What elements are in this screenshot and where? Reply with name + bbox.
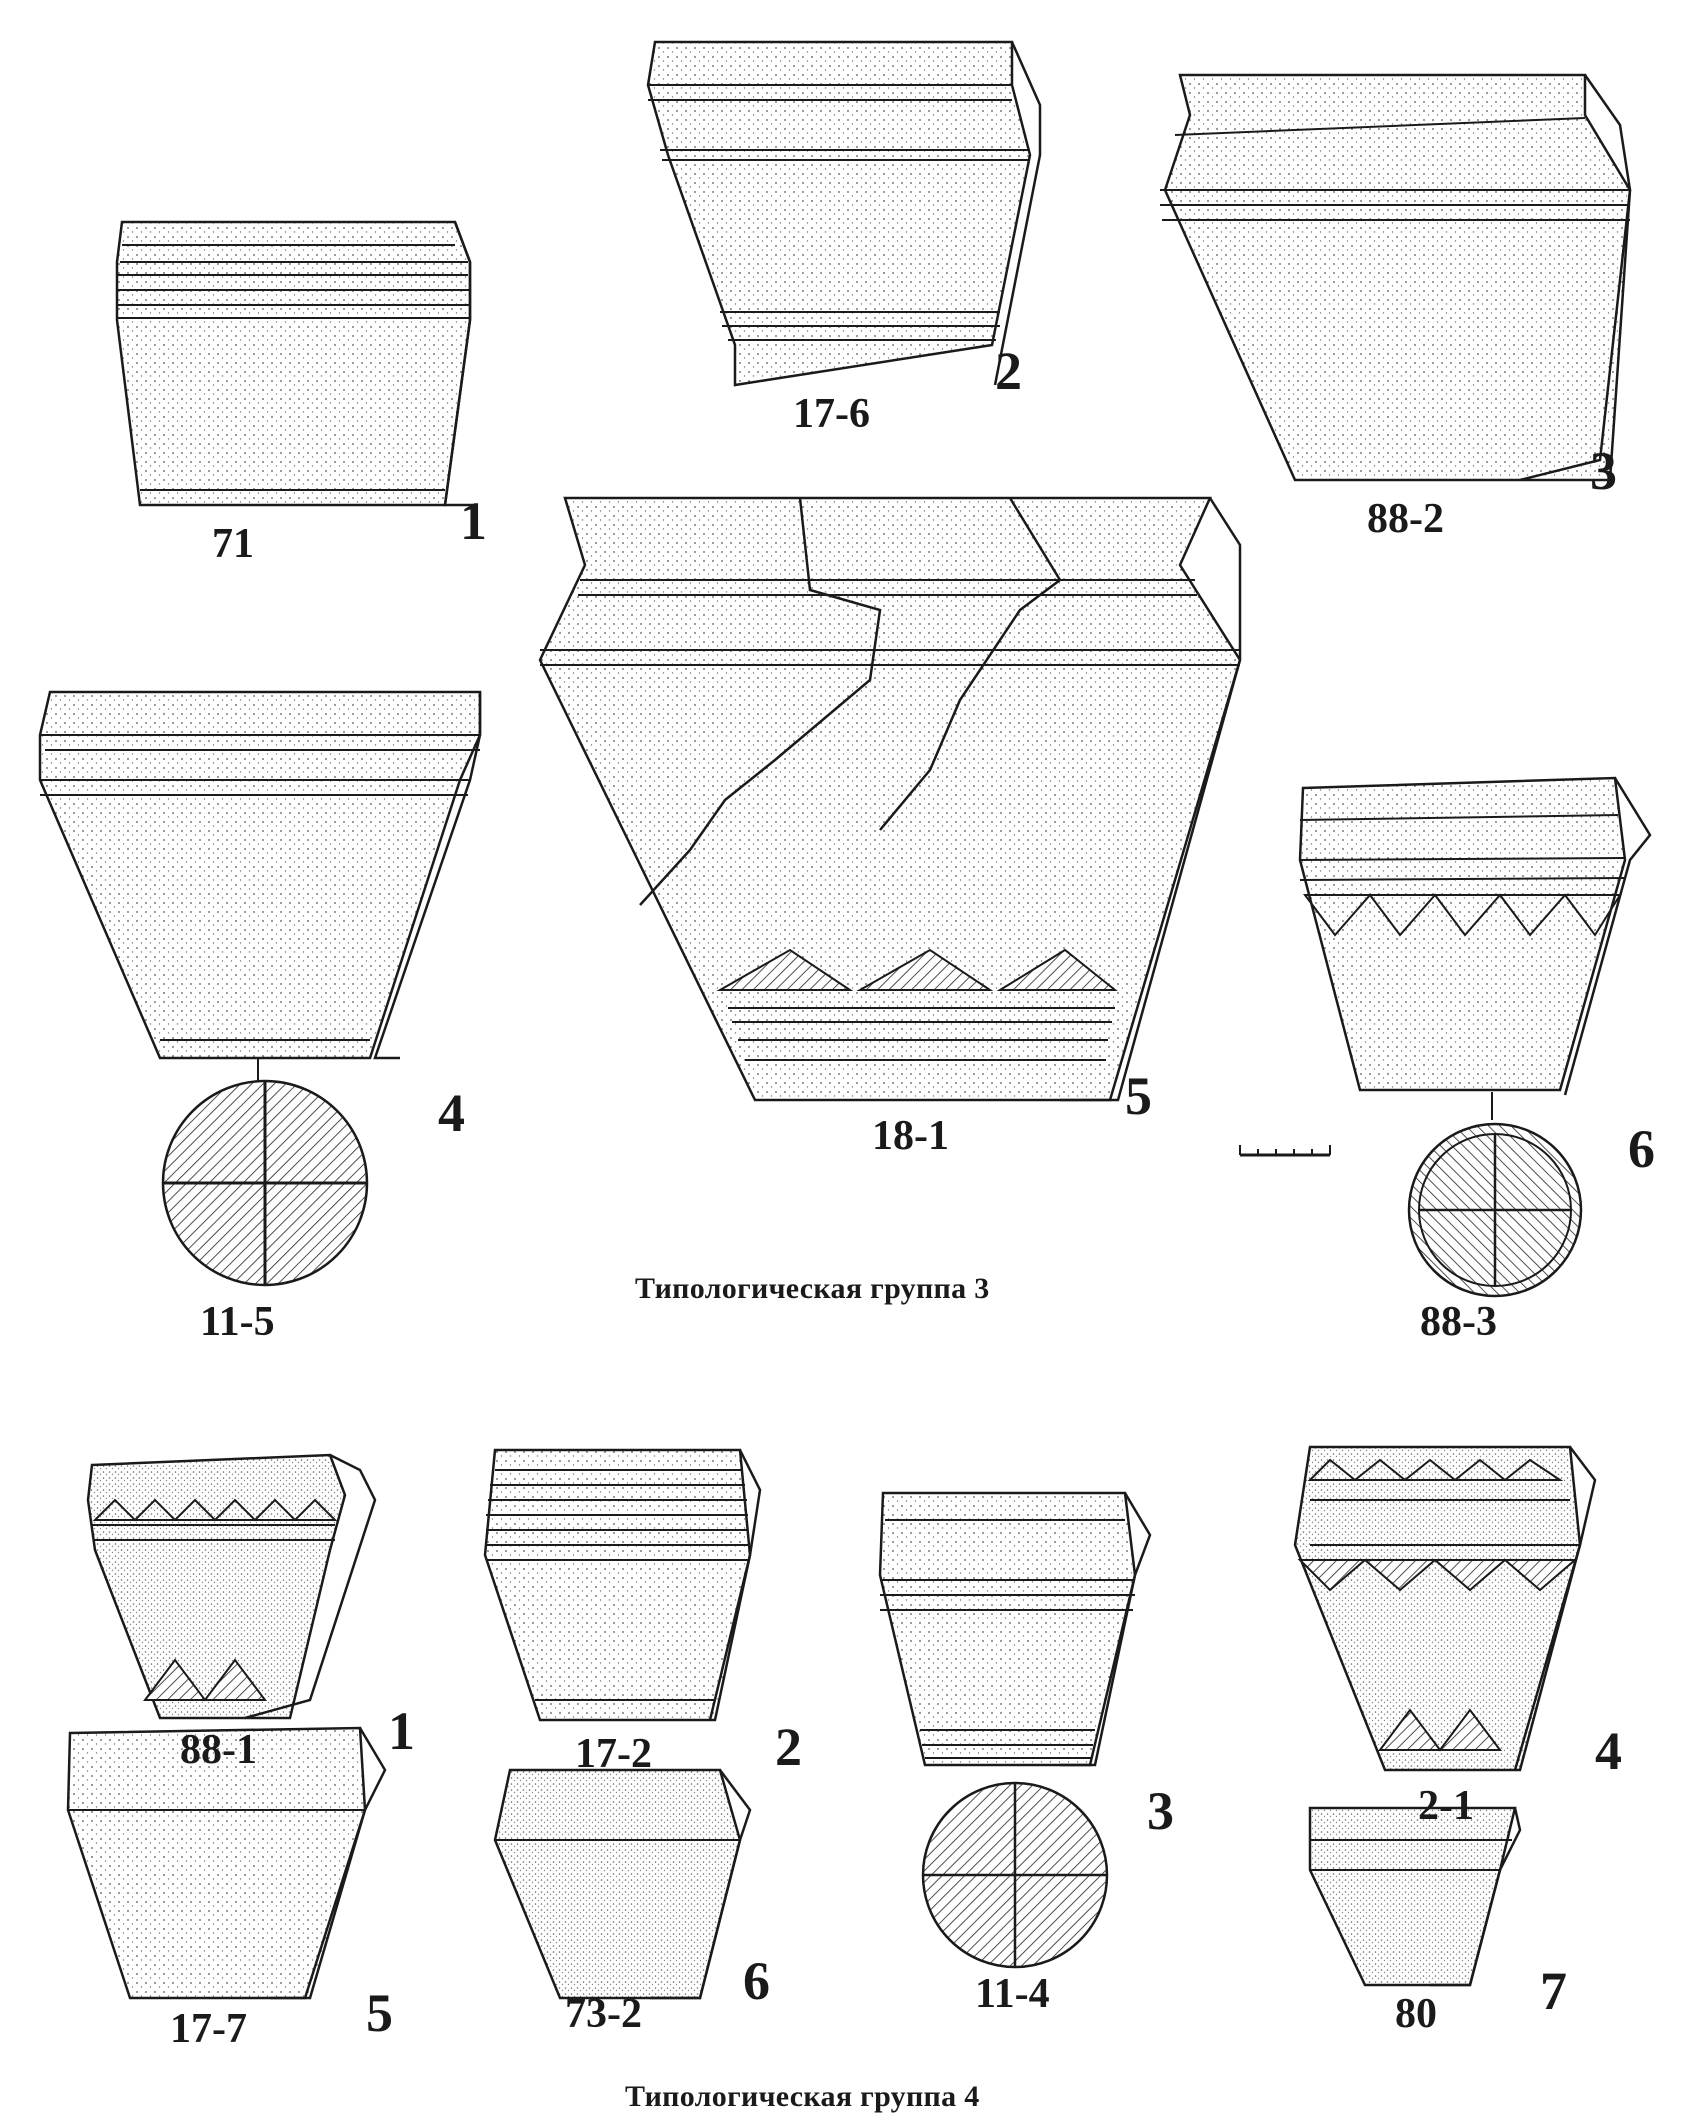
catalog-label-g4-3: 11-4 [975,1971,1050,2017]
vessel-g3-1 [117,222,475,505]
catalog-label-g4-4: 2-1 [1418,1783,1474,1829]
group-3-caption: Типологическая группа 3 [635,1272,990,1305]
figure-number-g4-3: 3 [1147,1781,1174,1841]
vessel-g4-7 [1310,1808,1520,1985]
figure-number-g4-4: 4 [1595,1721,1622,1781]
catalog-label-g4-6: 73-2 [565,1991,642,2037]
base-g3-6 [1409,1124,1581,1296]
vessel-g3-3 [1160,75,1630,480]
figure-number-g4-7: 7 [1540,1961,1567,2021]
vessel-g3-2 [648,42,1040,385]
figure-number-g3-1: 1 [460,491,487,551]
figure-number-g4-2: 2 [775,1717,802,1777]
vessel-g4-4 [1295,1447,1595,1770]
catalog-label-g3-2: 17-6 [793,391,870,437]
figure-number-g3-3: 3 [1590,441,1617,501]
figure-number-g3-5: 5 [1125,1066,1152,1126]
vessel-g3-6 [1300,778,1650,1120]
figure-number-g3-4: 4 [438,1083,465,1143]
figure-number-g4-5: 5 [366,1983,393,2043]
catalog-label-g4-1: 88-1 [180,1727,257,1773]
catalog-label-g4-7: 80 [1395,1991,1437,2037]
figure-number-g4-6: 6 [743,1951,770,2011]
figure-number-g3-2: 2 [995,341,1022,401]
group-4-caption: Типологическая группа 4 [625,2080,980,2113]
vessel-g4-6 [495,1770,750,1998]
vessel-g3-4 [40,692,480,1082]
vessel-g4-2 [485,1450,760,1720]
vessel-g3-5 [540,498,1240,1100]
base-g4-3 [923,1783,1107,1967]
catalog-label-g3-6: 88-3 [1420,1299,1497,1345]
figure-number-g3-6: 6 [1628,1119,1655,1179]
figure-number-g4-1: 1 [388,1701,415,1761]
scale-bar [1240,1145,1330,1155]
vessel-g4-3 [880,1493,1150,1765]
catalog-label-g3-4: 11-5 [200,1299,275,1345]
catalog-label-g3-3: 88-2 [1367,496,1444,542]
vessel-g4-1 [88,1455,375,1718]
base-g3-4 [163,1081,367,1285]
catalog-label-g4-2: 17-2 [575,1731,652,1777]
catalog-label-g3-5: 18-1 [872,1113,949,1159]
catalog-label-g4-5: 17-7 [170,2006,247,2052]
catalog-label-g3-1: 71 [212,521,254,567]
